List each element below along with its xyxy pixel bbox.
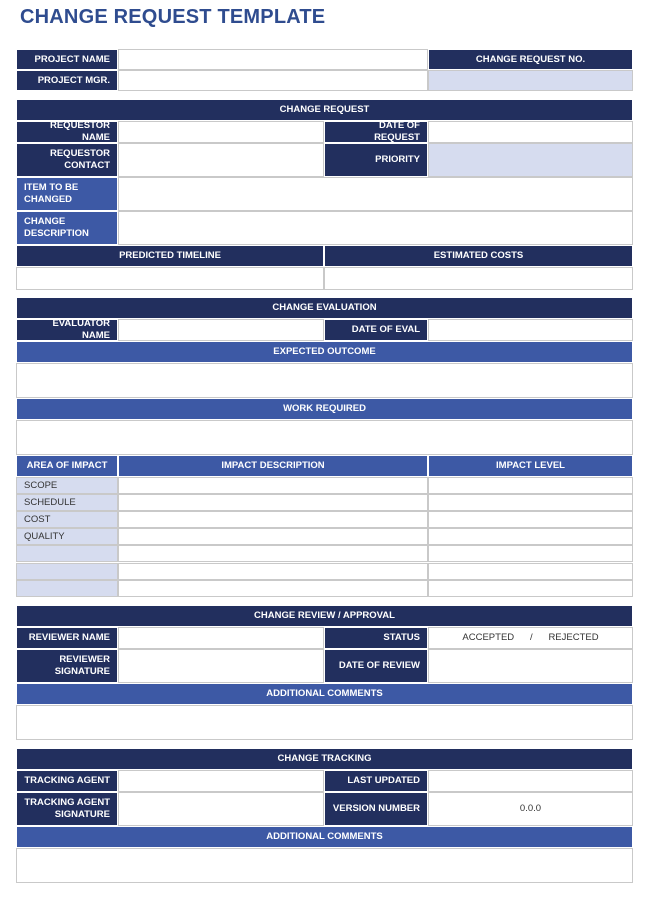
expected-outcome-label: EXPECTED OUTCOME (16, 341, 633, 363)
date-of-review-field[interactable] (428, 649, 633, 683)
impact-level-field[interactable] (428, 528, 633, 545)
requestor-name-label: REQUESTOR NAME (16, 121, 118, 143)
impact-area-cell: SCOPE (16, 477, 118, 494)
requestor-contact-label: REQUESTOR CONTACT (16, 143, 118, 177)
review-comments-field[interactable] (16, 705, 633, 740)
reviewer-name-label: REVIEWER NAME (16, 627, 118, 649)
requestor-name-field[interactable] (118, 121, 324, 143)
version-number-label: VERSION NUMBER (324, 792, 428, 826)
status-label: STATUS (324, 627, 428, 649)
project-name-field[interactable] (118, 49, 428, 70)
tracking-agent-signature-label: TRACKING AGENT SIGNATURE (16, 792, 118, 826)
date-of-eval-field[interactable] (428, 319, 633, 341)
tracking-agent-label: TRACKING AGENT (16, 770, 118, 792)
impact-level-field[interactable] (428, 580, 633, 597)
change-evaluation-header: CHANGE EVALUATION (16, 297, 633, 319)
impact-level-field[interactable] (428, 477, 633, 494)
work-required-field[interactable] (16, 420, 633, 455)
reviewer-name-field[interactable] (118, 627, 324, 649)
project-name-label: PROJECT NAME (16, 49, 118, 70)
change-description-field[interactable] (118, 211, 633, 245)
project-mgr-label: PROJECT MGR. (16, 70, 118, 91)
tracking-agent-field[interactable] (118, 770, 324, 792)
impact-area-cell (16, 580, 118, 597)
predicted-timeline-label: PREDICTED TIMELINE (16, 245, 324, 267)
tracking-comments-field[interactable] (16, 848, 633, 883)
change-request-no-label: CHANGE REQUEST NO. (428, 49, 633, 70)
expected-outcome-field[interactable] (16, 363, 633, 398)
change-request-header: CHANGE REQUEST (16, 99, 633, 121)
impact-description-field[interactable] (118, 545, 428, 562)
impact-level-field[interactable] (428, 494, 633, 511)
evaluator-name-field[interactable] (118, 319, 324, 341)
last-updated-field[interactable] (428, 770, 633, 792)
impact-area-cell (16, 563, 118, 580)
impact-description-field[interactable] (118, 580, 428, 597)
review-comments-label: ADDITIONAL COMMENTS (16, 683, 633, 705)
last-updated-label: LAST UPDATED (324, 770, 428, 792)
predicted-timeline-field[interactable] (16, 267, 324, 290)
status-field[interactable]: ACCEPTED / REJECTED (428, 627, 633, 649)
change-tracking-header: CHANGE TRACKING (16, 748, 633, 770)
change-description-label: CHANGE DESCRIPTION (16, 211, 118, 245)
tracking-agent-signature-field[interactable] (118, 792, 324, 826)
tracking-comments-label: ADDITIONAL COMMENTS (16, 826, 633, 848)
item-to-be-changed-label: ITEM TO BE CHANGED (16, 177, 118, 211)
area-of-impact-header: AREA OF IMPACT (16, 455, 118, 477)
impact-description-field[interactable] (118, 494, 428, 511)
reviewer-signature-label: REVIEWER SIGNATURE (16, 649, 118, 683)
impact-description-field[interactable] (118, 528, 428, 545)
reviewer-signature-field[interactable] (118, 649, 324, 683)
impact-level-field[interactable] (428, 511, 633, 528)
page-title: CHANGE REQUEST TEMPLATE (20, 6, 326, 28)
estimated-costs-label: ESTIMATED COSTS (324, 245, 633, 267)
impact-description-field[interactable] (118, 563, 428, 580)
impact-description-field[interactable] (118, 477, 428, 494)
date-of-review-label: DATE OF REVIEW (324, 649, 428, 683)
impact-description-header: IMPACT DESCRIPTION (118, 455, 428, 477)
impact-area-cell: SCHEDULE (16, 494, 118, 511)
impact-description-field[interactable] (118, 511, 428, 528)
requestor-contact-field[interactable] (118, 143, 324, 177)
estimated-costs-field[interactable] (324, 267, 633, 290)
impact-level-field[interactable] (428, 545, 633, 562)
impact-area-cell: QUALITY (16, 528, 118, 545)
date-of-eval-label: DATE OF EVAL (324, 319, 428, 341)
item-to-be-changed-field[interactable] (118, 177, 633, 211)
work-required-label: WORK REQUIRED (16, 398, 633, 420)
evaluator-name-label: EVALUATOR NAME (16, 319, 118, 341)
impact-level-header: IMPACT LEVEL (428, 455, 633, 477)
date-of-request-field[interactable] (428, 121, 633, 143)
impact-area-cell: COST (16, 511, 118, 528)
date-of-request-label: DATE OF REQUEST (324, 121, 428, 143)
change-request-no-field[interactable] (428, 70, 633, 91)
priority-label: PRIORITY (324, 143, 428, 177)
project-mgr-field[interactable] (118, 70, 428, 91)
version-number-field[interactable]: 0.0.0 (428, 792, 633, 826)
priority-field[interactable] (428, 143, 633, 177)
impact-area-cell (16, 545, 118, 562)
change-review-header: CHANGE REVIEW / APPROVAL (16, 605, 633, 627)
impact-level-field[interactable] (428, 563, 633, 580)
